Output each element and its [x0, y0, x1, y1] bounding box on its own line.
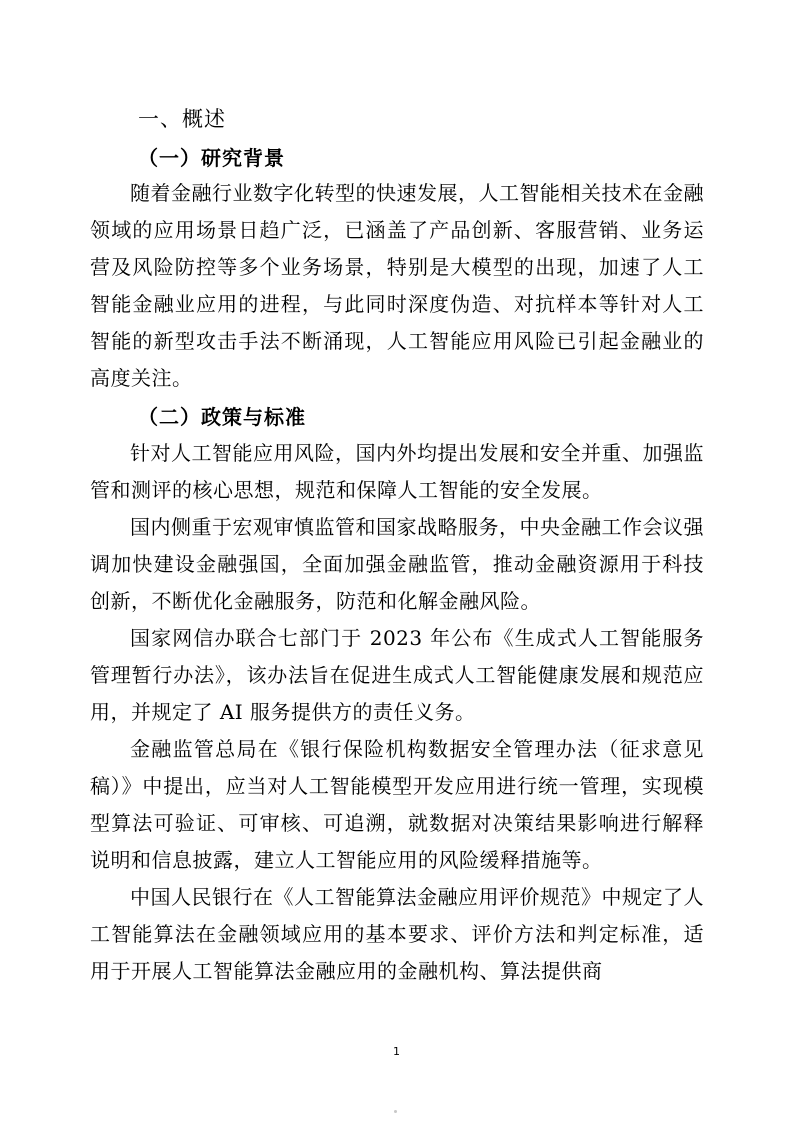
paragraph: 国家网信办联合七部门于 2023 年公布《生成式人工智能服务管理暂行办法》，该办法旨在促进生成式人工智能健康发展和规范应用，并规定了 AI 服务提供方的责任义务。 — [90, 626, 704, 724]
heading-overview: 一、概述 — [138, 107, 226, 131]
section-title-policy-standards: （二）政策与标准 — [138, 405, 306, 429]
paragraph: 金融监管总局在《银行保险机构数据安全管理办法（征求意见稿）》中提出，应当对人工智能模型开发应用进行统一管理，实现模型算法可验证、可审核、可追溯，就数据对决策结果影响进行解释说明和信息披露，建立人工智能应用的风险缓释措施等。 — [90, 737, 704, 872]
section-body-policy-standards — [90, 435, 704, 990]
paragraph: 针对人工智能应用风险，国内外均提出发展和安全并重、加强监管和测评的核心思想，规范和保障人工智能的安全发展。 — [90, 441, 704, 502]
decorative-dot — [394, 1110, 397, 1113]
page-number: 1 — [393, 1045, 400, 1058]
paragraph: 中国人民银行在《人工智能算法金融应用评价规范》中规定了人工智能算法在金融领域应用的基本要求、评价方法和判定标准，适用于开展人工智能算法金融应用的金融机构、算法提供商 — [90, 885, 704, 983]
section-body-research-background — [90, 175, 704, 397]
paragraph: 随着金融行业数字化转型的快速发展，人工智能相关技术在金融领域的应用场景日趋广泛，已涵盖了产品创新、客服营销、业务运营及风险防控等多个业务场景，特别是大模型的出现，加速了人工智能金融业应用的进程，与此同时深度伪造、对抗样本等针对人工智能的新型攻击手法不断涌现，人工智能应用风险已引起金融业的高度关注。 — [90, 181, 704, 390]
paragraph: 国内侧重于宏观审慎监管和国家战略服务，中央金融工作会议强调加快建设金融强国，全面加强金融监管，推动金融资源用于科技创新，不断优化金融服务，防范和化解金融风险。 — [90, 515, 704, 613]
section-title-research-background: （一）研究背景 — [138, 146, 285, 170]
